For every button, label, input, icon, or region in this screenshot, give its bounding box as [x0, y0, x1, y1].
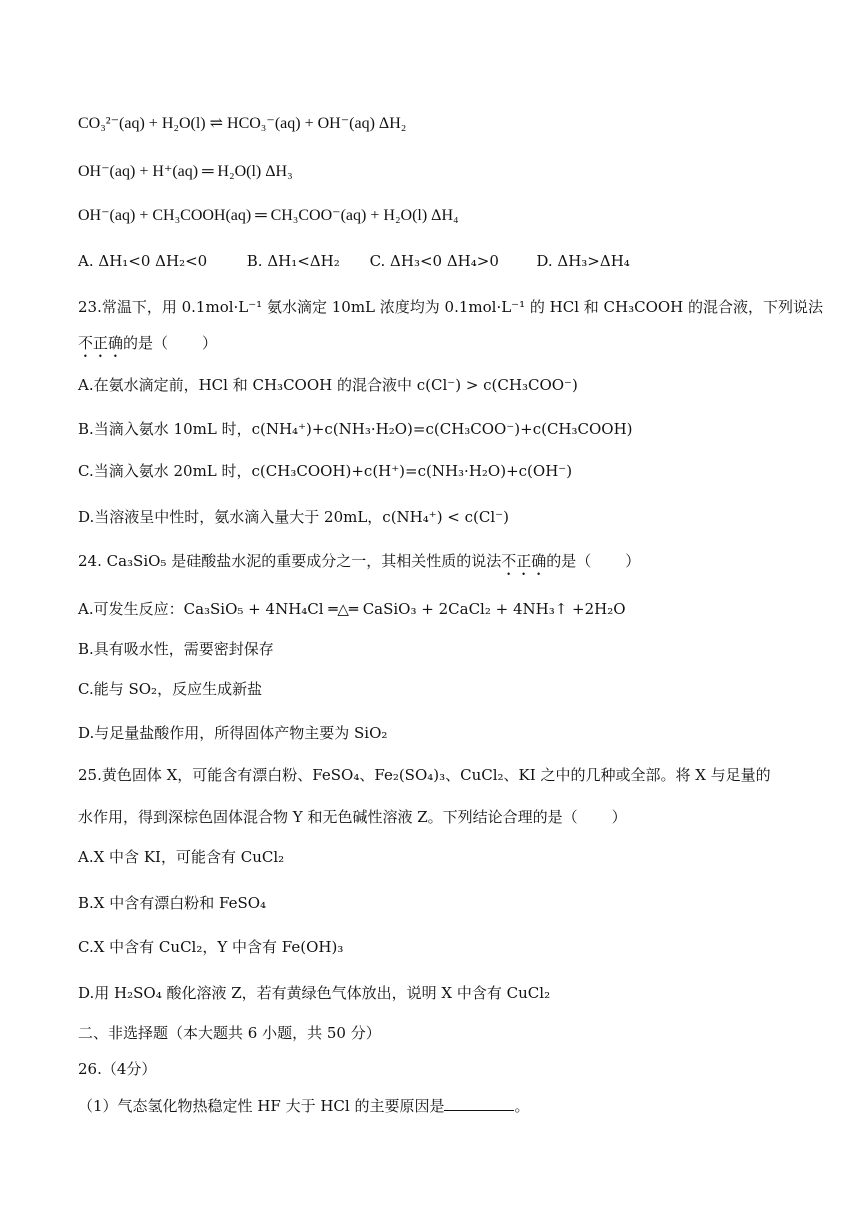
q24-stem-head: 24. Ca₃SiO₅ 是硅酸盐水泥的重要成分之一，其相关性质的说法 — [78, 552, 502, 570]
q23-emphasis: 不正确 — [78, 334, 124, 352]
q25-stem-line1: 25.黄色固体 X，可能含有漂白粉、FeSO₄、Fe₂(SO₄)₃、CuCl₂、KI 之中的几种或全部。将 X 与足量的 — [78, 766, 771, 784]
q24-option-a: A.可发生反应：Ca₃SiO₅ + 4NH₄Cl ═△═ CaSiO₃ + 2CaCl₂ + 4NH₃↑ +2H₂O — [78, 600, 626, 618]
q23-option-d: D.当溶液呈中性时，氨水滴入量大于 20mL，c(NH₄⁺) < c(Cl⁻) — [78, 508, 509, 526]
q25-stem-line2 — [78, 808, 627, 826]
q25-option-a: A.X 中含 KI，可能含有 CuCl₂ — [78, 848, 285, 866]
q24-stem-tail: 的是（ — [546, 552, 592, 570]
q24-option-d: D.与足量盐酸作用，所得固体产物主要为 SiO₂ — [78, 724, 388, 742]
q26-part1-tail: 。 — [514, 1097, 530, 1115]
q25-stem-body: 水作用，得到深棕色固体混合物 Y 和无色碱性溶液 Z。下列结论合理的是（ — [78, 808, 578, 826]
q25-stem-close: ） — [611, 808, 627, 826]
q26-part1-text: （1）气态氢化物热稳定性 HF 大于 HCl 的主要原因是 — [78, 1097, 445, 1115]
q23-option-b: B.当滴入氨水 10mL 时，c(NH₄⁺)+c(NH₃·H₂O)=c(CH₃COO⁻)+c(CH₃COOH) — [78, 420, 633, 438]
q23-stem-close: ） — [202, 334, 218, 352]
equation-2: CO₃²⁻(aq) + H₂O(l) ⇌ HCO₃⁻(aq) + OH⁻(aq) ΔH₂ — [78, 115, 407, 132]
q26-number: 26.（4分） — [78, 1060, 157, 1078]
q26-part1 — [78, 1096, 529, 1115]
q23-option-a: A.在氨水滴定前，HCl 和 CH₃COOH 的混合液中 c(Cl⁻) > c(CH₃COO⁻) — [78, 376, 578, 394]
q23-option-c: C.当滴入氨水 20mL 时，c(CH₃COOH)+c(H⁺)=c(NH₃·H₂O)+c(OH⁻) — [78, 462, 573, 480]
equation-4: OH⁻(aq) + CH₃COOH(aq) ═ CH₃COO⁻(aq) + H₂O(l) ΔH₄ — [78, 207, 459, 224]
q22-option-d: D. ΔH₃>ΔH₄ — [536, 252, 630, 270]
q22-option-c: C. ΔH₃<0 ΔH₄>0 — [369, 252, 499, 270]
q24-option-c: C.能与 SO₂，反应生成新盐 — [78, 680, 263, 698]
q25-option-d: D.用 H₂SO₄ 酸化溶液 Z，若有黄绿色气体放出，说明 X 中含有 CuCl₂ — [78, 984, 551, 1002]
q25-option-b: B.X 中含有漂白粉和 FeSO₄ — [78, 894, 267, 912]
q24-option-b: B.具有吸水性，需要密封保存 — [78, 640, 274, 658]
q23-stem-line2 — [78, 334, 217, 361]
answer-blank[interactable] — [444, 1096, 514, 1111]
q22-options — [78, 252, 630, 270]
q24-emphasis: 不正确 — [501, 552, 547, 570]
q23-stem-tail: 的是（ — [123, 334, 169, 352]
q25-option-c: C.X 中含有 CuCl₂，Y 中含有 Fe(OH)₃ — [78, 938, 344, 956]
section-heading: 二、非选择题（本大题共 6 小题，共 50 分） — [78, 1024, 381, 1042]
q22-option-a: A. ΔH₁<0 ΔH₂<0 — [78, 252, 208, 270]
q23-stem-line1: 23.常温下，用 0.1mol·L⁻¹ 氨水滴定 10mL 浓度均为 0.1mol·L⁻¹ 的 HCl 和 CH₃COOH 的混合液，下列说法 — [78, 298, 824, 316]
q24-stem-close: ） — [625, 552, 641, 570]
q22-option-b: B. ΔH₁<ΔH₂ — [246, 252, 340, 270]
equation-3: OH⁻(aq) + H⁺(aq) ═ H₂O(l) ΔH₃ — [78, 163, 293, 180]
q24-stem — [78, 552, 640, 579]
